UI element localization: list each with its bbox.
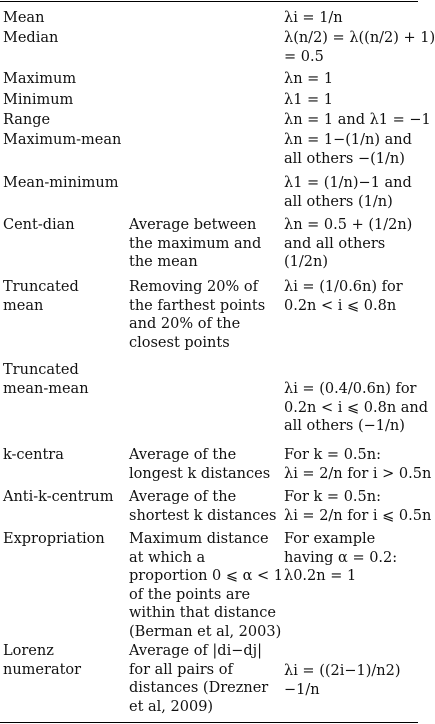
row-name: Lorenz numerator [3, 643, 82, 678]
row-weights: λn = 1 and λ1 = −1 [284, 112, 431, 128]
row-weights: λ(n/2) = λ((n/2) + 1) = 0.5 [284, 30, 435, 65]
row-description: Average of the longest k distances [129, 447, 271, 482]
row-weights: For example having α = 0.2: λ0.2n = 1 [284, 531, 398, 584]
row-description: Removing 20% of the farthest points and 20% of the closest points [129, 279, 266, 351]
row-weights: For k = 0.5n: λi = 2/n for i ⩽ 0.5n [284, 489, 432, 524]
table-top-rule [0, 1, 418, 2]
row-name: Mean [3, 10, 45, 26]
row-weights: λi = 1/n [284, 10, 343, 26]
row-name: Truncated mean [3, 279, 79, 314]
row-weights: λn = 1−(1/n) and all others −(1/n) [284, 132, 412, 167]
row-name: Mean-minimum [3, 175, 119, 191]
row-description: Maximum distance at which a proportion 0 ⩽ α < 1 of the points are within that distance (Berman et al, 2003) [129, 531, 284, 640]
row-weights: λ1 = 1 [284, 92, 334, 108]
row-name: Maximum [3, 71, 77, 87]
row-name: Minimum [3, 92, 74, 108]
row-weights: λi = (0.4/0.6n) for 0.2n < i ⩽ 0.8n and all others (−1/n) [284, 381, 429, 434]
row-name: Truncated mean-mean [3, 362, 89, 397]
row-name: Cent-dian [3, 217, 75, 233]
row-description: Average of |di−dj| for all pairs of distances (Drezner et al, 2009) [129, 643, 269, 715]
table-bottom-rule [0, 722, 418, 723]
row-weights: λi = (1/0.6n) for 0.2n < i ⩽ 0.8n [284, 279, 403, 314]
row-name: Expropriation [3, 531, 105, 547]
row-weights: For k = 0.5n: λi = 2/n for i > 0.5n [284, 447, 432, 482]
row-weights: λn = 1 [284, 71, 334, 87]
row-name: Range [3, 112, 51, 128]
row-name: k-centra [3, 447, 64, 463]
row-weights: λi = ((2i−1)/n2) −1/n [284, 663, 401, 698]
row-description: Average of the shortest k distances [129, 489, 277, 524]
row-name: Median [3, 30, 59, 46]
row-description: Average between the maximum and the mean [129, 217, 262, 270]
row-name: Maximum-mean [3, 132, 122, 148]
row-weights: λ1 = (1/n)−1 and all others (1/n) [284, 175, 412, 210]
row-name: Anti-k-centrum [3, 489, 114, 505]
row-weights: λn = 0.5 + (1/2n) and all others (1/2n) [284, 217, 413, 270]
